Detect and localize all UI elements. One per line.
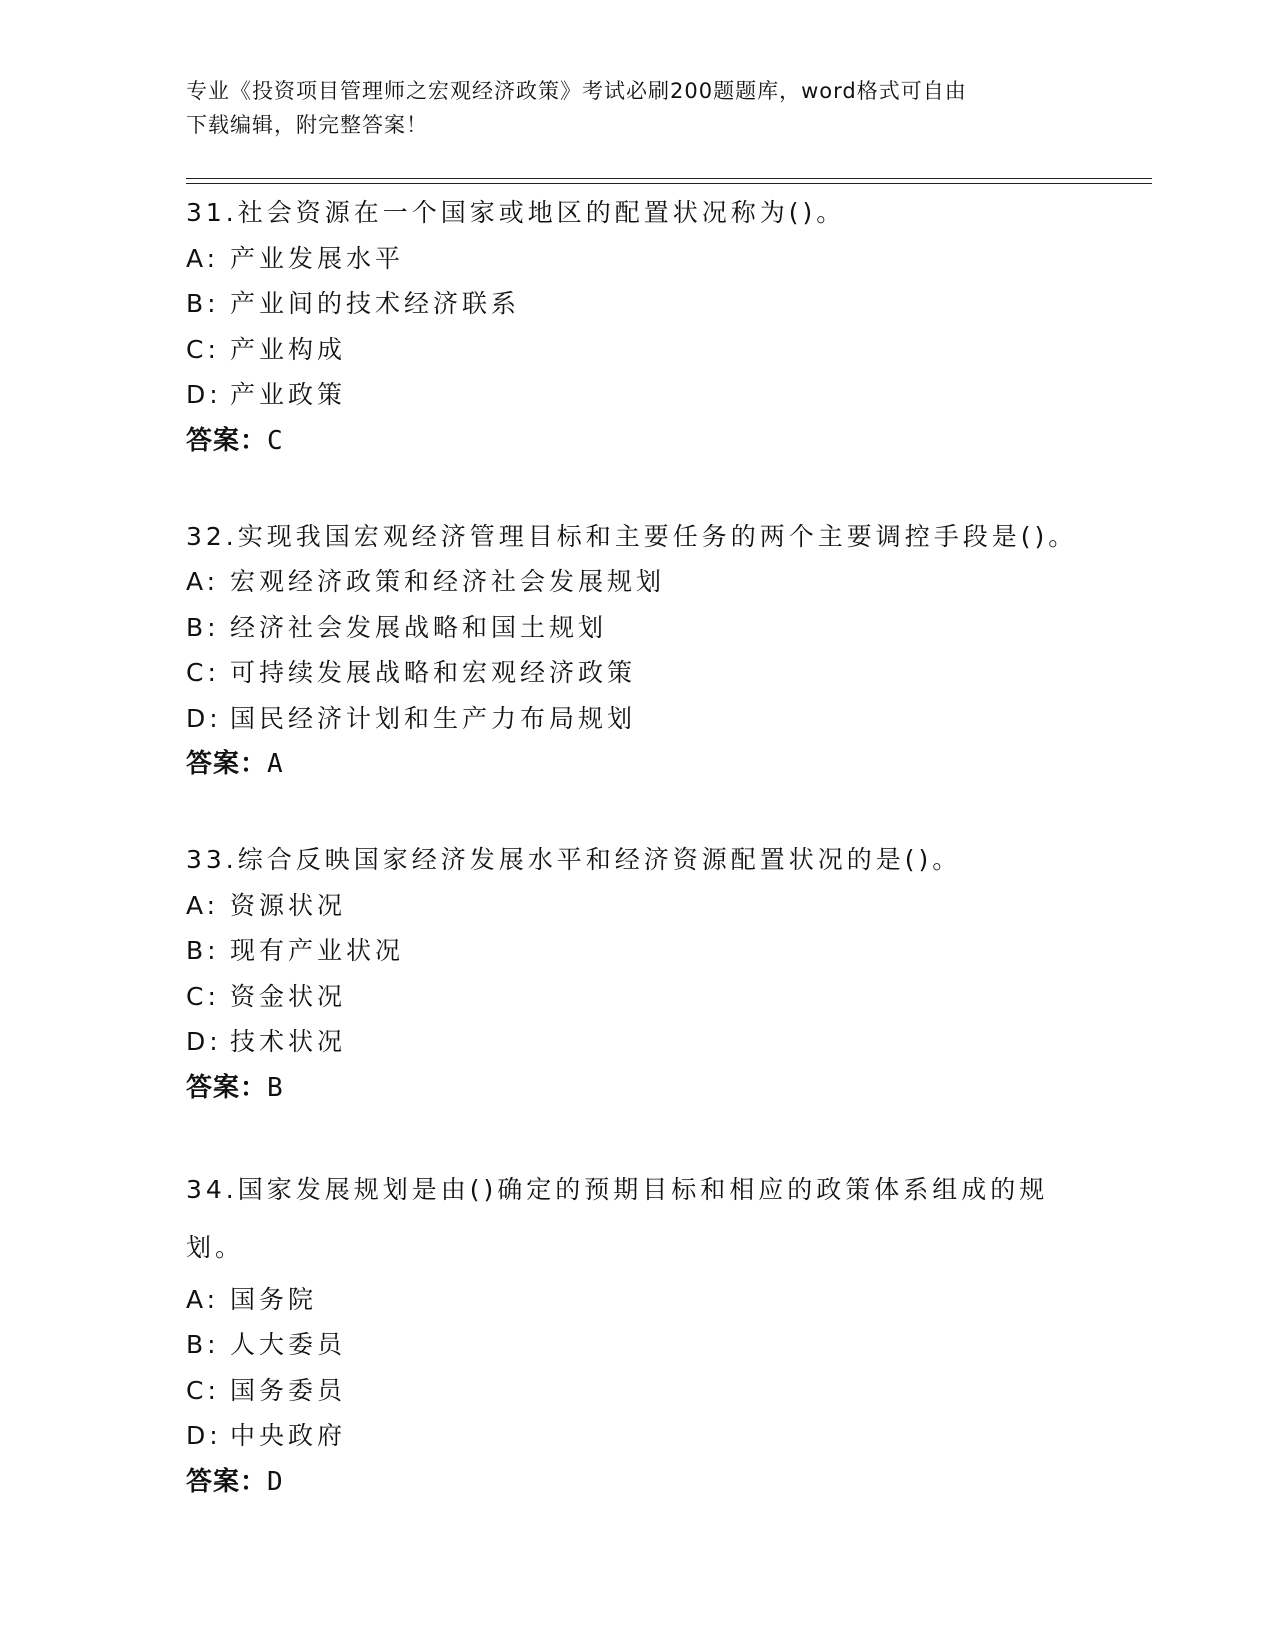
option-a (186, 883, 1086, 929)
option-c (186, 650, 1086, 696)
option-d (186, 1413, 1086, 1459)
answer-label: 答案： (186, 1466, 268, 1497)
answer-line (186, 741, 1086, 787)
option-text: 资金状况 (230, 981, 347, 1011)
header-line-1: 专业《投资项目管理师之宏观经济政策》考试必刷200题题库，word格式可自由 (186, 79, 967, 103)
option-key: B: (186, 289, 220, 318)
option-d (186, 696, 1086, 742)
question-stem: 34.国家发展规划是由()确定的预期目标和相应的政策体系组成的规划。 (186, 1174, 1049, 1262)
option-b (186, 605, 1086, 651)
answer-value: C (267, 425, 284, 456)
answer-label: 答案： (186, 1072, 268, 1103)
option-b (186, 281, 1086, 327)
option-key: C: (186, 981, 220, 1011)
header-line-2: 下载编辑，附完整答案！ (186, 113, 428, 137)
header-divider-bottom (186, 183, 1152, 184)
option-text: 宏观经济政策和经济社会发展规划 (230, 567, 666, 596)
option-b (186, 1322, 1086, 1368)
option-text: 产业构成 (230, 334, 347, 364)
answer-line (186, 1065, 1086, 1111)
question-34 (186, 1161, 1086, 1505)
option-key: A: (186, 243, 220, 273)
answer-line (186, 418, 1086, 464)
option-d (186, 372, 1086, 418)
option-text: 国务院 (230, 1284, 318, 1314)
header-divider-top (186, 178, 1152, 179)
option-key: A: (186, 1284, 220, 1314)
option-a (186, 1277, 1086, 1323)
option-text: 资源状况 (230, 890, 347, 920)
question-31 (186, 190, 1086, 464)
option-key: D: (186, 380, 222, 409)
option-key: C: (186, 658, 220, 687)
answer-value: B (267, 1072, 284, 1103)
option-c (186, 327, 1086, 373)
answer-value: A (267, 749, 284, 779)
option-text: 人大委员 (230, 1330, 347, 1359)
option-text: 国民经济计划和生产力布局规划 (230, 703, 637, 733)
option-key: B: (186, 936, 220, 965)
option-key: D: (186, 703, 222, 733)
question-stem: 33.综合反映国家经济发展水平和经济资源配置状况的是()。 (186, 845, 962, 874)
question-32 (186, 514, 1086, 788)
option-b (186, 928, 1086, 974)
answer-line (186, 1459, 1086, 1505)
option-text: 经济社会发展战略和国土规划 (230, 612, 608, 642)
option-c (186, 974, 1086, 1020)
option-key: B: (186, 1330, 220, 1359)
option-text: 产业政策 (230, 380, 347, 409)
question-stem: 31.社会资源在一个国家或地区的配置状况称为()。 (186, 198, 846, 227)
document-header (186, 74, 1066, 142)
option-key: D: (186, 1027, 222, 1056)
option-text: 产业发展水平 (230, 243, 405, 273)
question-stem: 32.实现我国宏观经济管理目标和主要任务的两个主要调控手段是()。 (186, 521, 1078, 551)
option-text: 国务委员 (230, 1375, 347, 1405)
option-key: A: (186, 890, 220, 920)
option-key: B: (186, 612, 220, 642)
option-text: 现有产业状况 (230, 936, 405, 965)
option-key: D: (186, 1421, 222, 1450)
option-c (186, 1368, 1086, 1414)
answer-value: D (267, 1466, 284, 1497)
option-text: 中央政府 (230, 1421, 347, 1450)
option-text: 可持续发展战略和宏观经济政策 (230, 658, 637, 687)
option-key: C: (186, 1375, 220, 1405)
option-text: 产业间的技术经济联系 (230, 289, 521, 318)
option-a (186, 236, 1086, 282)
option-key: C: (186, 334, 220, 364)
answer-label: 答案： (186, 749, 268, 779)
option-text: 技术状况 (230, 1027, 347, 1056)
answer-label: 答案： (186, 425, 268, 456)
option-key: A: (186, 567, 220, 596)
option-d (186, 1019, 1086, 1065)
question-list (186, 190, 1086, 1555)
question-33 (186, 837, 1086, 1111)
option-a (186, 559, 1086, 605)
